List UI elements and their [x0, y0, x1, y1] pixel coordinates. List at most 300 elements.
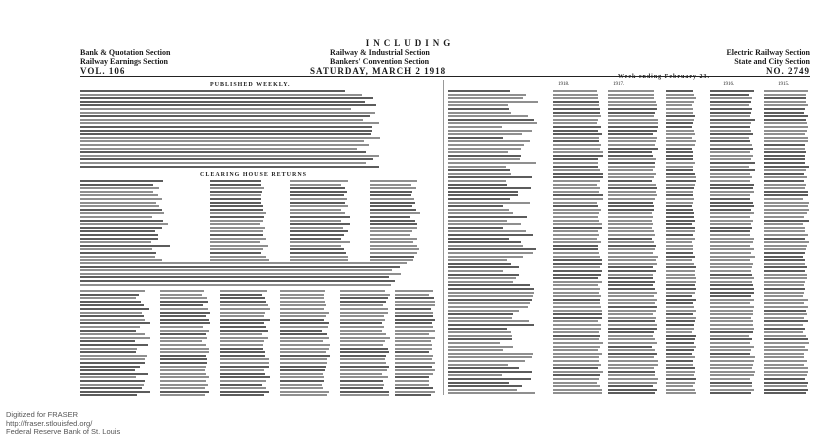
- text-line: [448, 295, 533, 297]
- text-line: [710, 169, 755, 171]
- text-line: [764, 331, 803, 333]
- text-line: [666, 320, 695, 322]
- text-line: [340, 369, 387, 371]
- text-line: [764, 241, 809, 243]
- text-line: [448, 360, 525, 362]
- text-line: [666, 263, 694, 265]
- text-line: [666, 241, 692, 243]
- text-line: [80, 158, 373, 160]
- text-line: [210, 252, 261, 254]
- text-line: [220, 380, 266, 382]
- text-line: [764, 155, 805, 157]
- text-line: [666, 295, 692, 297]
- text-line: [764, 90, 808, 92]
- text-line: [290, 187, 345, 189]
- text-line: [553, 238, 597, 240]
- text-line: [280, 297, 324, 299]
- text-line: [666, 97, 696, 99]
- text-line: [553, 155, 603, 157]
- text-line: [280, 337, 329, 339]
- text-line: [448, 342, 500, 344]
- text-line: [764, 227, 805, 229]
- text-line: [290, 248, 344, 250]
- text-line: [710, 140, 750, 142]
- text-line: [80, 269, 392, 271]
- text-line: [608, 313, 653, 315]
- text-line: [764, 194, 808, 196]
- text-line: [160, 304, 203, 306]
- text-line: [220, 391, 269, 393]
- text-line: [220, 366, 269, 368]
- text-line: [608, 191, 656, 193]
- text-line: [764, 166, 809, 168]
- text-line: [710, 216, 750, 218]
- text-line: [666, 302, 693, 304]
- text-line: [553, 324, 601, 326]
- text-line: [666, 209, 693, 211]
- text-line: [553, 122, 597, 124]
- text-line: [340, 304, 383, 306]
- text-line: [160, 391, 209, 393]
- text-line: [710, 162, 755, 164]
- text-line: [220, 322, 264, 324]
- text-line: [553, 133, 602, 135]
- text-line: [764, 137, 808, 139]
- text-line: [710, 364, 753, 366]
- text-line: [608, 198, 655, 200]
- bank-quotation-section: Bank & Quotation Section: [80, 48, 171, 57]
- text-line: [553, 281, 602, 283]
- text-line: [340, 373, 382, 375]
- text-line: [710, 263, 753, 265]
- text-line: [340, 384, 384, 386]
- text-line: [448, 238, 509, 240]
- text-line: [608, 212, 652, 214]
- text-line: [280, 315, 326, 317]
- footer-url[interactable]: http://fraser.stlouisfed.org/: [6, 418, 93, 428]
- text-line: [553, 295, 601, 297]
- text-line: [80, 155, 379, 157]
- text-line: [395, 319, 435, 321]
- text-line: [764, 234, 808, 236]
- text-line: [710, 126, 750, 128]
- text-line: [220, 344, 263, 346]
- text-line: [666, 364, 693, 366]
- text-line: [764, 346, 805, 348]
- text-line: [448, 374, 502, 376]
- text-line: [448, 320, 529, 322]
- text-line: [710, 346, 754, 348]
- text-line: [553, 317, 602, 319]
- text-line: [608, 173, 656, 175]
- text-line: [395, 348, 432, 350]
- text-line: [80, 241, 151, 243]
- text-line: [666, 256, 695, 258]
- text-line: [608, 126, 658, 128]
- text-line: [666, 284, 695, 286]
- text-line: [80, 108, 351, 110]
- text-line: [710, 335, 749, 337]
- column-divider: [443, 80, 444, 395]
- text-line: [710, 94, 749, 96]
- text-line: [448, 176, 532, 178]
- text-line: [80, 90, 345, 92]
- text-line: [448, 385, 522, 387]
- text-line: [553, 248, 598, 250]
- text-line: [553, 299, 600, 301]
- text-line: [666, 176, 696, 178]
- text-line: [280, 369, 325, 371]
- text-line: [666, 173, 695, 175]
- text-line: [448, 205, 503, 207]
- text-line: [80, 194, 158, 196]
- text-line: [666, 392, 696, 394]
- text-line: [710, 234, 750, 236]
- text-line: [370, 198, 414, 200]
- text-line: [80, 216, 152, 218]
- text-line: [290, 259, 348, 261]
- text-line: [553, 378, 599, 380]
- text-line: [553, 97, 598, 99]
- text-line: [608, 101, 656, 103]
- text-line: [448, 104, 508, 106]
- text-line: [210, 220, 263, 222]
- text-line: [80, 373, 148, 375]
- text-line: [710, 155, 753, 157]
- text-line: [290, 205, 348, 207]
- text-line: [448, 140, 530, 142]
- text-line: [340, 315, 384, 317]
- text-line: [710, 176, 752, 178]
- text-line: [553, 180, 600, 182]
- text-line: [764, 187, 805, 189]
- text-line: [160, 337, 207, 339]
- text-line: [340, 380, 383, 382]
- text-line: [280, 330, 322, 332]
- text-line: [710, 90, 754, 92]
- text-line: [710, 166, 749, 168]
- text-line: [220, 376, 270, 378]
- text-line: [80, 276, 389, 278]
- text-line: [210, 230, 263, 232]
- text-line: [666, 259, 692, 261]
- text-line: [340, 301, 386, 303]
- text-line: [80, 104, 376, 106]
- text-line: [448, 173, 511, 175]
- text-line: [608, 367, 654, 369]
- text-line: [666, 349, 694, 351]
- text-line: [553, 266, 600, 268]
- text-line: [80, 112, 375, 114]
- issue-number: NO. 2749: [766, 66, 810, 76]
- text-line: [340, 326, 384, 328]
- text-line: [608, 137, 657, 139]
- col-head-1918: 1918.: [558, 82, 570, 87]
- text-line: [608, 158, 656, 160]
- text-line: [666, 90, 693, 92]
- text-line: [290, 180, 348, 182]
- text-line: [340, 308, 388, 310]
- text-line: [340, 290, 385, 292]
- text-line: [553, 220, 599, 222]
- text-line: [448, 392, 535, 394]
- text-line: [710, 194, 750, 196]
- text-line: [80, 348, 137, 350]
- text-line: [280, 387, 323, 389]
- text-line: [80, 301, 141, 303]
- text-line: [553, 115, 601, 117]
- text-line: [160, 319, 209, 321]
- text-line: [280, 326, 328, 328]
- text-line: [448, 230, 526, 232]
- text-line: [666, 274, 695, 276]
- text-line: [710, 144, 752, 146]
- text-line: [340, 362, 386, 364]
- text-line: [710, 173, 750, 175]
- col-head-1917: 1917.: [613, 82, 625, 87]
- text-line: [160, 308, 208, 310]
- text-line: [666, 292, 695, 294]
- text-line: [608, 151, 652, 153]
- text-line: [764, 209, 809, 211]
- text-line: [210, 241, 260, 243]
- text-line: [666, 385, 693, 387]
- text-line: [448, 288, 534, 290]
- text-line: [448, 245, 523, 247]
- text-line: [764, 252, 805, 254]
- text-line: [448, 101, 538, 103]
- text-line: [553, 360, 599, 362]
- text-line: [666, 216, 694, 218]
- text-line: [553, 119, 598, 121]
- text-line: [608, 274, 653, 276]
- text-line: [370, 216, 410, 218]
- text-line: [220, 394, 264, 396]
- text-line: [290, 230, 348, 232]
- text-line: [553, 256, 600, 258]
- text-line: [290, 220, 341, 222]
- text-line: [666, 378, 696, 380]
- text-line: [395, 337, 435, 339]
- text-line: [666, 266, 696, 268]
- text-line: [553, 234, 599, 236]
- text-line: [553, 191, 599, 193]
- text-line: [764, 371, 808, 373]
- text-line: [666, 360, 693, 362]
- text-line: [553, 371, 603, 373]
- text-line: [608, 295, 654, 297]
- text-line: [80, 101, 365, 103]
- text-line: [340, 376, 388, 378]
- text-line: [666, 306, 694, 308]
- text-line: [710, 97, 752, 99]
- text-line: [553, 349, 598, 351]
- text-line: [666, 248, 693, 250]
- text-line: [710, 151, 750, 153]
- text-line: [160, 340, 202, 342]
- text-line: [290, 202, 345, 204]
- text-line: [710, 349, 751, 351]
- text-line: [666, 194, 693, 196]
- text-line: [764, 223, 803, 225]
- text-line: [666, 270, 695, 272]
- text-line: [710, 288, 754, 290]
- text-line: [448, 234, 533, 236]
- text-line: [160, 373, 206, 375]
- text-line: [80, 256, 155, 258]
- text-line: [710, 238, 754, 240]
- text-line: [160, 315, 206, 317]
- text-line: [220, 315, 264, 317]
- text-line: [608, 310, 656, 312]
- text-line: [710, 378, 750, 380]
- text-line: [210, 194, 261, 196]
- text-line: [764, 173, 804, 175]
- text-line: [710, 104, 749, 106]
- text-line: [608, 155, 653, 157]
- text-line: [395, 366, 432, 368]
- state-city-section: State and City Section: [734, 57, 810, 66]
- text-line: [448, 284, 530, 286]
- text-line: [666, 126, 692, 128]
- text-line: [370, 259, 413, 261]
- text-line: [80, 97, 373, 99]
- text-line: [710, 227, 752, 229]
- text-line: [160, 344, 206, 346]
- text-line: [370, 238, 417, 240]
- text-line: [553, 382, 597, 384]
- text-line: [370, 223, 417, 225]
- text-line: [764, 274, 807, 276]
- text-line: [210, 205, 263, 207]
- volume-label: VOL. 106: [80, 66, 126, 76]
- text-line: [764, 216, 804, 218]
- text-line: [666, 115, 695, 117]
- text-line: [80, 259, 162, 261]
- text-line: [666, 313, 693, 315]
- text-line: [280, 376, 324, 378]
- text-line: [448, 162, 536, 164]
- text-line: [666, 187, 694, 189]
- text-line: [553, 104, 599, 106]
- text-line: [608, 216, 653, 218]
- text-line: [448, 151, 508, 153]
- text-line: [340, 366, 389, 368]
- text-line: [666, 137, 692, 139]
- text-line: [280, 373, 323, 375]
- text-line: [80, 133, 371, 135]
- text-line: [666, 130, 694, 132]
- text-line: [280, 380, 324, 382]
- text-line: [448, 302, 530, 304]
- text-line: [220, 333, 262, 335]
- text-line: [80, 351, 136, 353]
- text-line: [280, 294, 324, 296]
- text-line: [764, 158, 805, 160]
- text-line: [448, 184, 507, 186]
- text-line: [608, 176, 654, 178]
- text-line: [553, 263, 602, 265]
- text-line: [710, 306, 754, 308]
- text-line: [448, 274, 519, 276]
- text-line: [553, 158, 598, 160]
- text-line: [608, 227, 652, 229]
- text-line: [608, 382, 657, 384]
- text-line: [448, 324, 534, 326]
- text-line: [666, 148, 692, 150]
- text-line: [220, 355, 265, 357]
- clearing-house-heading: CLEARING HOUSE RETURNS: [200, 172, 308, 178]
- text-line: [553, 284, 598, 286]
- text-line: [710, 360, 754, 362]
- text-line: [160, 322, 210, 324]
- text-line: [80, 184, 153, 186]
- text-line: [370, 191, 412, 193]
- text-line: [220, 337, 268, 339]
- text-line: [710, 115, 750, 117]
- text-line: [764, 364, 804, 366]
- text-line: [80, 369, 135, 371]
- text-line: [80, 209, 162, 211]
- text-line: [448, 389, 517, 391]
- text-line: [370, 256, 414, 258]
- text-line: [764, 349, 808, 351]
- text-line: [608, 378, 658, 380]
- text-line: [710, 313, 753, 315]
- text-line: [666, 389, 695, 391]
- text-line: [80, 230, 155, 232]
- text-line: [448, 364, 508, 366]
- text-line: [280, 319, 324, 321]
- text-line: [448, 346, 513, 348]
- text-line: [666, 346, 696, 348]
- digitization-footer: [6, 411, 120, 437]
- text-line: [608, 115, 654, 117]
- text-line: [340, 297, 388, 299]
- text-line: [80, 140, 364, 142]
- text-line: [608, 130, 657, 132]
- text-line: [666, 252, 693, 254]
- text-line: [666, 205, 692, 207]
- text-line: [448, 241, 521, 243]
- text-line: [340, 358, 385, 360]
- text-line: [448, 220, 507, 222]
- text-line: [666, 223, 692, 225]
- text-line: [666, 94, 694, 96]
- text-line: [710, 324, 753, 326]
- text-line: [553, 198, 603, 200]
- text-line: [608, 202, 653, 204]
- text-line: [290, 216, 350, 218]
- text-line: [608, 335, 653, 337]
- text-line: [666, 140, 696, 142]
- text-line: [448, 155, 521, 157]
- text-line: [448, 223, 521, 225]
- text-line: [608, 306, 657, 308]
- railway-earnings-section: Railway Earnings Section: [80, 57, 169, 66]
- text-line: [448, 310, 519, 312]
- text-line: [608, 104, 657, 106]
- text-line: [220, 304, 268, 306]
- text-line: [710, 248, 754, 250]
- text-line: [608, 108, 657, 110]
- text-line: [448, 90, 510, 92]
- text-line: [764, 292, 804, 294]
- text-line: [370, 187, 416, 189]
- text-line: [448, 371, 532, 373]
- text-line: [764, 115, 808, 117]
- text-line: [608, 302, 655, 304]
